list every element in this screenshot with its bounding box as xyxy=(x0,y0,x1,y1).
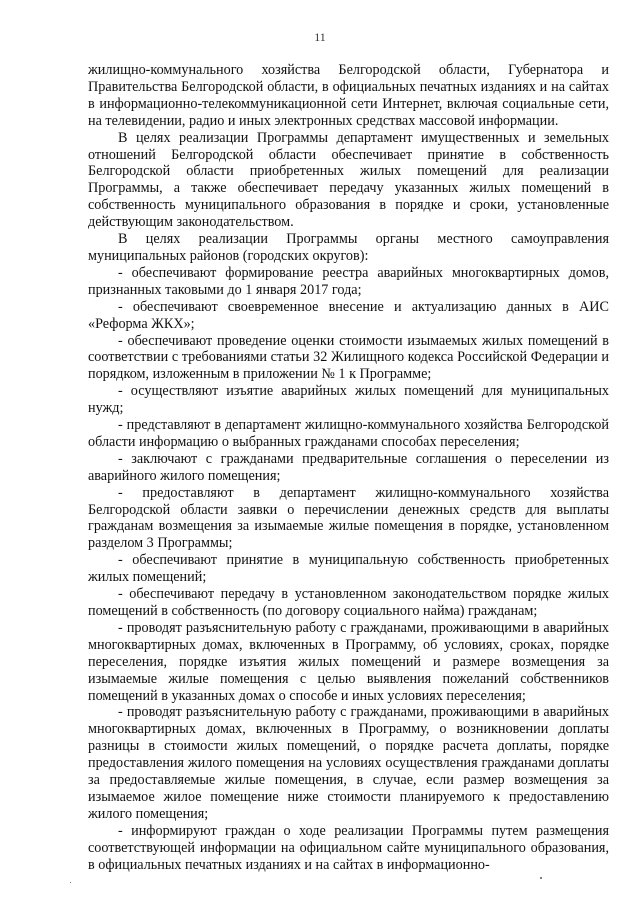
page-number: 11 xyxy=(314,30,326,44)
list-item-agreements: - заключают с гражданами предварительные соглашения о переселении из аварийного жилого помещения; xyxy=(88,450,609,484)
list-item-transfer-ownership: - обеспечивают передачу в установленном законодательством порядке жилых помещений в собственность (по договору социального найма) гражданам; xyxy=(88,586,609,619)
list-item-registry: - обеспечивают формирование реестра аварийных многоквартирных домов, признанных таковыми до 1 января 2017 года; xyxy=(88,264,609,298)
body-text xyxy=(88,62,609,874)
paragraph-property-department: В целях реализации Программы департамент имущественных и земельных отношений Белгородской области обеспечивает принятие в собственность Белгородской области приобретенных жилых помещений для реализации Программы, а также обеспечивает передачу указанных жилых помещений в собственность муниципального образования в порядке и сроки, установленные действующим законодательством. xyxy=(88,129,609,231)
list-item-explanatory-work-conditions: - проводят разъяснительную работу с гражданами, проживающими в аварийных многоквартирных домах, включенных в Программу, об условиях, сроках, порядке переселения, порядке изъятия жилых помещений и размере возмещения за изымаемые жилые помещения с целью выявления пожеланий собственников помещений в указанных домах о способе и иных условиях переселения; xyxy=(88,619,609,704)
list-item-inform-citizens: - информируют граждан о ходе реализации Программы путем размещения соответствующей информации на официальном сайте муниципального образования, в официальных печатных изданиях и на сайтах в информационно- xyxy=(88,822,609,873)
scan-speck xyxy=(70,882,71,883)
list-item-explanatory-work-surcharge: - проводят разъяснительную работу с гражданами, проживающими в аварийных многоквартирных домах, включенных в Программу, о возникновении доплаты разницы в стоимости жилых помещений, о порядке расчета доплаты, порядке предоставления жилого помещения на условиях осуществления гражданами доплаты за предоставляемые жилые помещения, в случае, если размер возмещения за изымаемое жилое помещение ниже стоимости планируемого к предоставлению жилого помещения; xyxy=(88,704,609,822)
list-item-report-choices: - представляют в департамент жилищно-коммунального хозяйства Белгородской области информацию о выбранных гражданами способах переселения; xyxy=(88,417,609,450)
scan-speck xyxy=(540,877,542,879)
list-item-funding-requests: - предоставляют в департамент жилищно-коммунального хозяйства Белгородской области заявки о перечислении денежных средств для выплаты гражданам возмещения за изымаемые жилые помещения в порядке, установленном разделом 3 Программы; xyxy=(88,484,609,552)
list-item-valuation: - обеспечивают проведение оценки стоимости изымаемых жилых помещений в соответствии с требованиями статьи 32 Жилищного кодекса Российской Федерации и порядком, изложенным в приложении № 1 к Программе; xyxy=(88,332,609,383)
list-item-seizure: - осуществляют изъятие аварийных жилых помещений для муниципальных нужд; xyxy=(88,383,609,417)
list-item-ais-update: - обеспечивают своевременное внесение и актуализацию данных в АИС «Реформа ЖКХ»; xyxy=(88,298,609,332)
paragraph-local-authorities-intro: В целях реализации Программы органы местного самоуправления муниципальных районов (городских округов): xyxy=(88,231,609,264)
paragraph-continuation: жилищно-коммунального хозяйства Белгородской области, Губернатора и Правительства Белгородской области, в официальных печатных изданиях и на сайтах в информационно-телекоммуникационной сети Интернет, включая социальные сети, на телевидении, радио и иных электронных средствах массовой информации. xyxy=(88,62,609,129)
list-item-municipal-ownership: - обеспечивают принятие в муниципальную собственность приобретенных жилых помещений; xyxy=(88,552,609,586)
